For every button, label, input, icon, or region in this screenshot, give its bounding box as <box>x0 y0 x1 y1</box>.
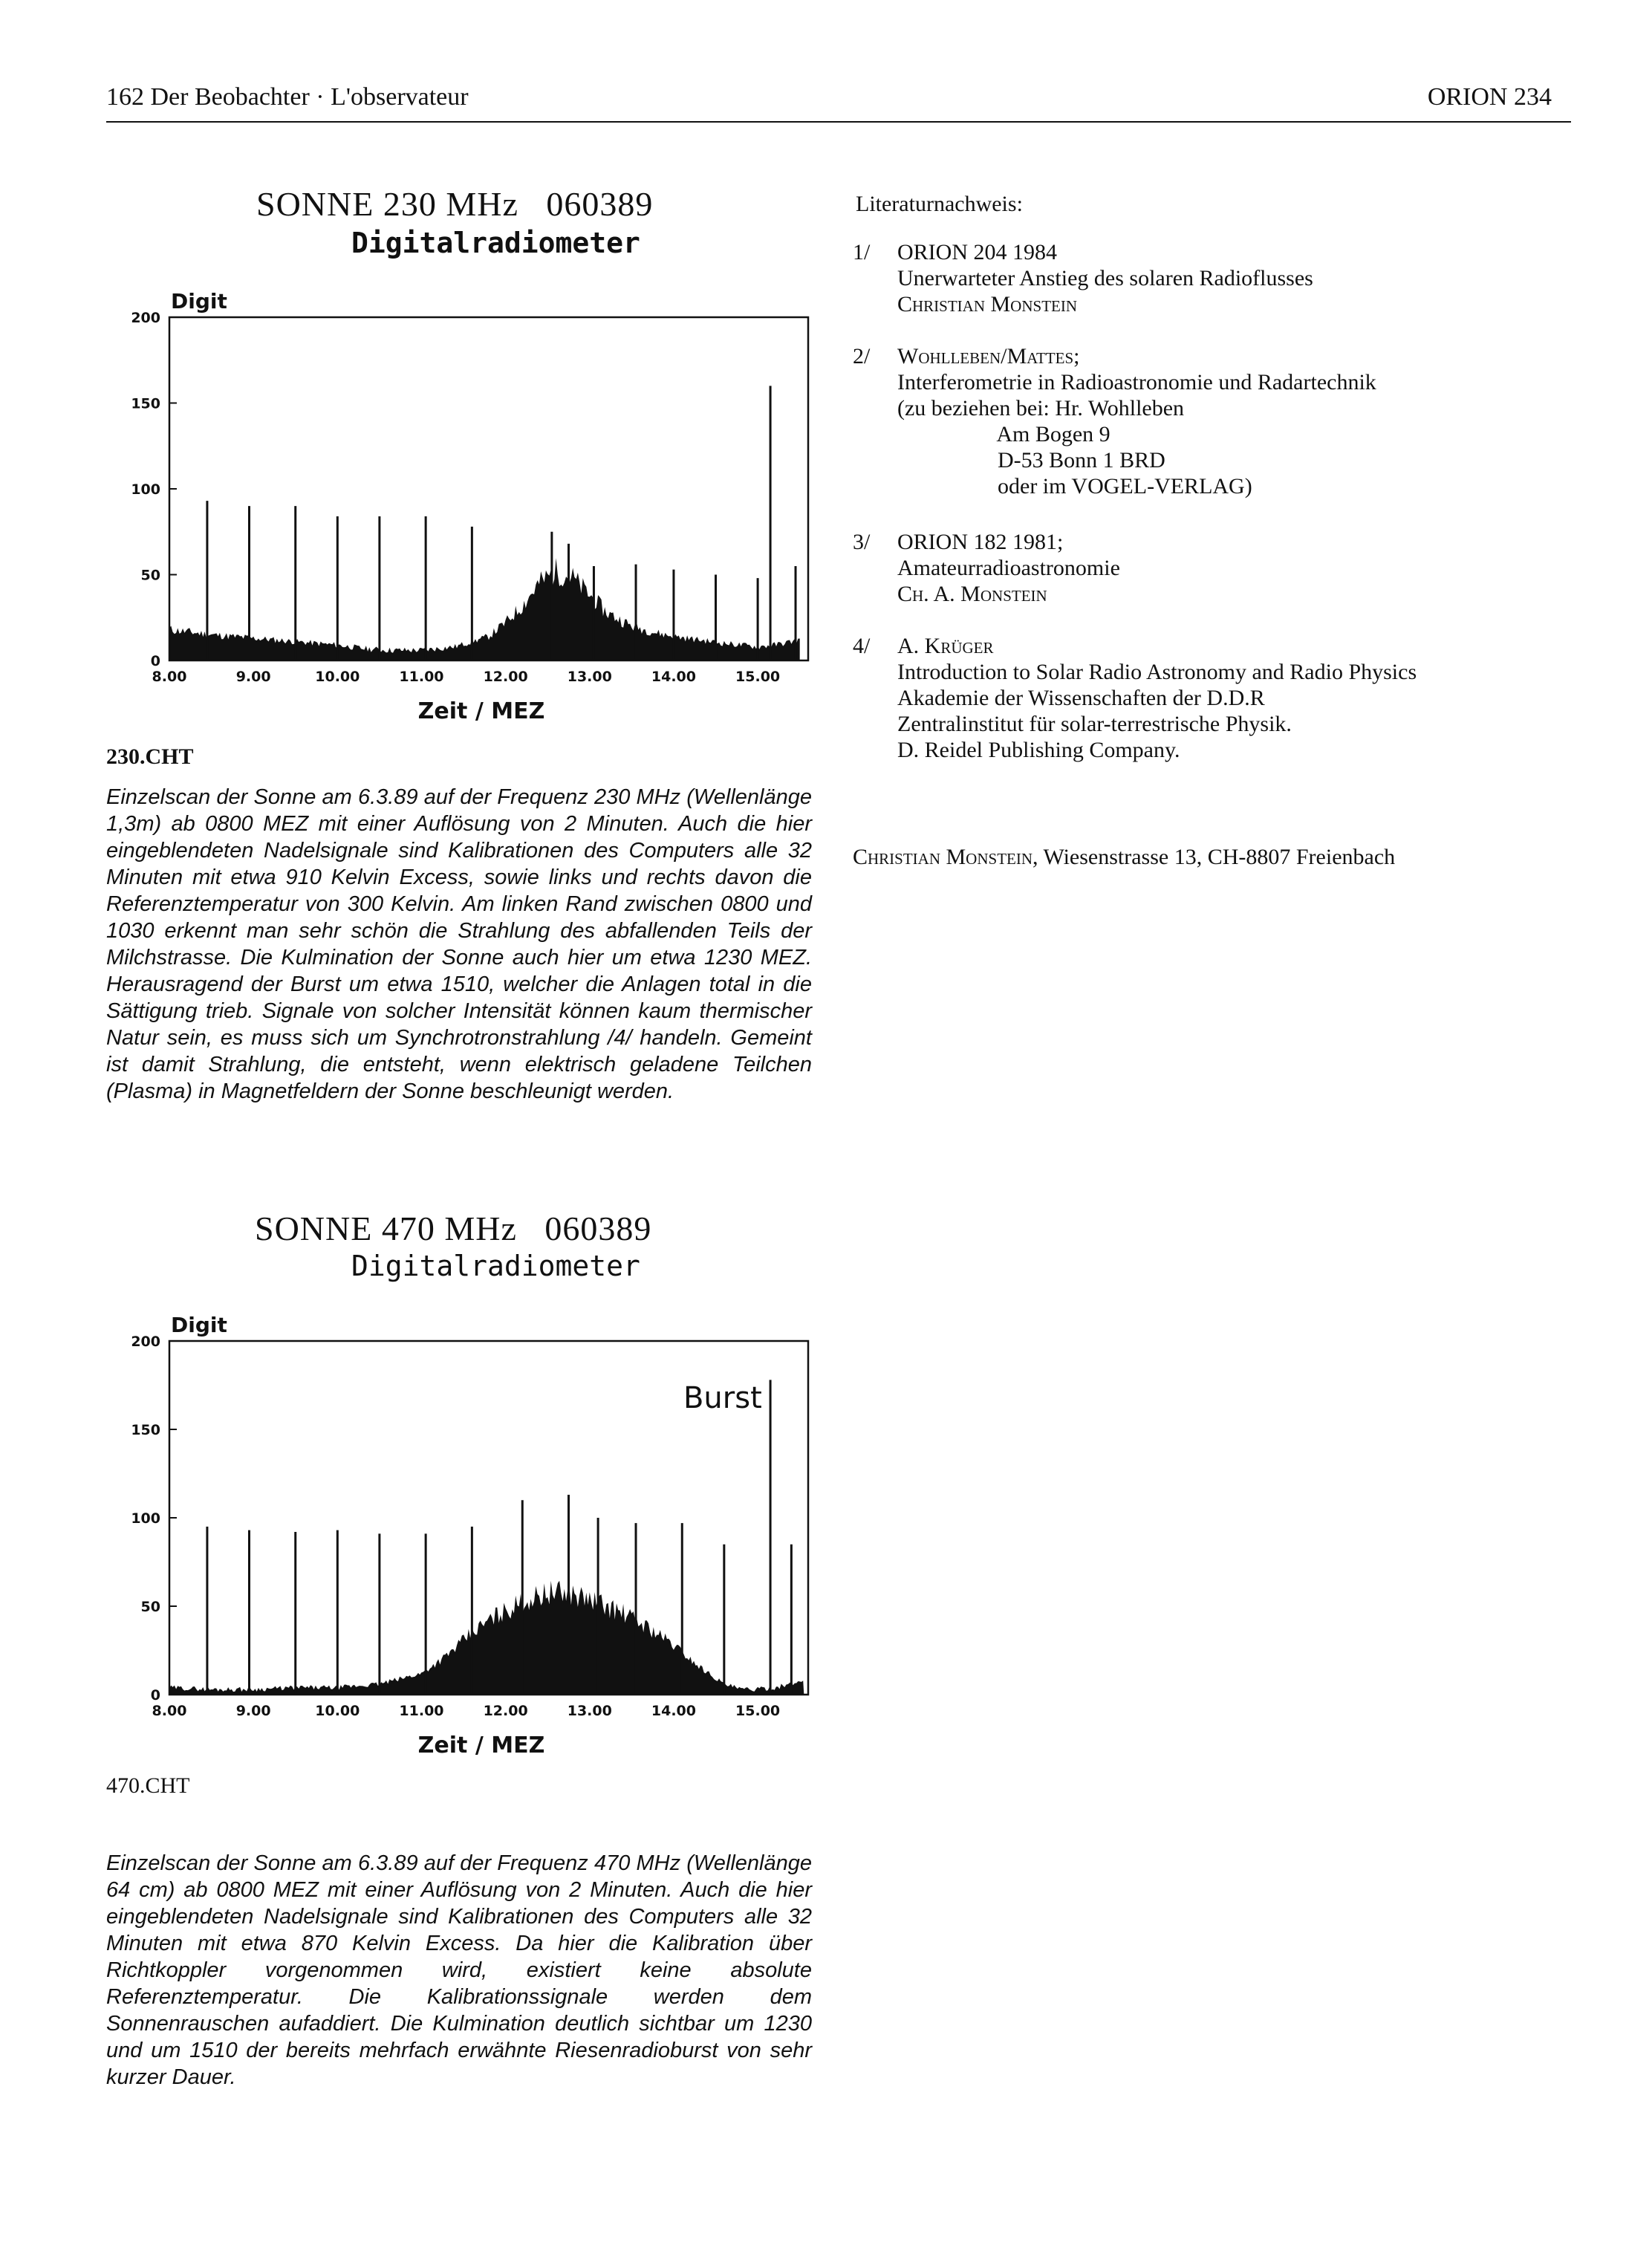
x-tick-label: 9.00 <box>235 669 271 685</box>
y-tick-label: 150 <box>131 1422 160 1438</box>
reference-number: 3/ <box>853 530 871 554</box>
reference-number: 2/ <box>853 344 871 368</box>
x-tick-label: 8.00 <box>152 669 187 685</box>
reference-line: Ch. A. Monstein <box>897 582 1047 606</box>
literature-heading: Literaturnachweis: <box>856 192 1023 216</box>
figure2-title: SONNE 470 MHz 060389 <box>255 1209 652 1247</box>
reference-line: Introduction to Solar Radio Astronomy and Radio Physics <box>897 660 1417 684</box>
reference-text <box>897 239 1313 317</box>
y-tick-label: 100 <box>131 1510 160 1527</box>
reference-line: Christian Monstein <box>897 292 1078 316</box>
running-header-left: 162 Der Beobachter · L'observateur <box>106 83 469 111</box>
reference-line: Zentralinstitut für solar-terrestrische Physik. <box>897 712 1292 736</box>
author-line <box>853 845 1395 870</box>
reference-number: 4/ <box>853 634 871 658</box>
figure2-subtitle: Digitalradiometer <box>351 1250 640 1282</box>
x-axis-label: Zeit / MEZ <box>417 698 545 724</box>
x-tick-label: 10.00 <box>315 669 360 685</box>
x-tick-label: 15.00 <box>735 669 781 685</box>
reference-line: Akademie der Wissenschaften der D.D.R <box>897 686 1265 710</box>
plot-frame <box>169 317 808 660</box>
x-tick-label: 11.00 <box>399 1703 444 1719</box>
x-tick-label: 14.00 <box>651 1703 697 1719</box>
figure2-chart <box>111 1296 825 1772</box>
reference-line: Am Bogen 9 <box>897 422 1110 446</box>
reference-text <box>897 529 1120 607</box>
reference-line: ORION 204 1984 <box>897 240 1057 264</box>
y-tick-label: 50 <box>140 567 160 584</box>
figure1-chart <box>111 275 825 735</box>
x-tick-label: 14.00 <box>651 669 697 685</box>
reference-text <box>897 343 1376 499</box>
y-tick-label: 0 <box>150 653 160 669</box>
y-tick-label: 50 <box>140 1599 160 1615</box>
y-tick-label: 0 <box>150 1687 160 1704</box>
x-tick-label: 13.00 <box>567 1703 612 1719</box>
header-rule <box>106 121 1571 123</box>
reference-line: Interferometrie in Radioastronomie und Radartechnik <box>897 370 1376 394</box>
reference-line: D. Reidel Publishing Company. <box>897 738 1180 762</box>
x-tick-label: 12.00 <box>483 1703 528 1719</box>
x-tick-label: 8.00 <box>152 1703 187 1719</box>
reference-line: Wohlleben/Mattes; <box>897 344 1080 368</box>
figure1-subtitle: Digitalradiometer <box>351 227 640 259</box>
burst-annotation: Burst <box>683 1381 762 1415</box>
reference-text <box>897 633 1417 763</box>
signal-area <box>169 558 800 660</box>
author-address: , Wiesenstrasse 13, CH-8807 Freienbach <box>1032 845 1396 869</box>
reference-number: 1/ <box>853 240 871 264</box>
figure2-caption: Einzelscan der Sonne am 6.3.89 auf der Frequenz 470 MHz (Wellenlänge 64 cm) ab 0800 MEZ mit einer Auflösung von 2 Minuten. Auch die hier eingeblendeten Nadelsignale sind Kalibrationen des Computers alle 32 Minuten mit etwa 870 Kelvin Excess. Da hier die Kalibration über Richtkoppler vorgenommen wird, existiert keine absolute Referenztemperatur. Die Kalibrationssignale werden dem Sonnenrauschen aufaddiert. Die Kulmination deutlich sichtbar um 1230 und um 1510 der bereits mehrfach erwähnte Riesenradioburst von sehr kurzer Dauer. <box>106 1851 812 2089</box>
reference-line: (zu beziehen bei: Hr. Wohlleben <box>897 396 1185 420</box>
reference-line: Amateurradioastronomie <box>897 556 1120 580</box>
x-tick-label: 9.00 <box>235 1703 271 1719</box>
y-tick-label: 200 <box>131 1334 160 1350</box>
reference-line: Unerwarteter Anstieg des solaren Radioflusses <box>897 266 1313 290</box>
figure1-title: SONNE 230 MHz 060389 <box>256 185 654 223</box>
reference-line: A. Krüger <box>897 634 994 658</box>
figure2-file-label: 470.CHT <box>106 1773 190 1798</box>
signal-area <box>169 1581 804 1695</box>
y-tick-label: 200 <box>131 310 160 326</box>
x-tick-label: 13.00 <box>567 669 612 685</box>
x-axis-label: Zeit / MEZ <box>417 1732 545 1758</box>
figure1-caption: Einzelscan der Sonne am 6.3.89 auf der Frequenz 230 MHz (Wellenlänge 1,3m) ab 0800 MEZ mit einer Auflösung von 2 Minuten. Auch die hier eingeblendeten Nadelsignale sind Kalibrationen des Computers alle 32 Minuten mit etwa 910 Kelvin Excess, sowie links und rechts davon die Referenztemperatur von 300 Kelvin. Am linken Rand zwischen 0800 und 1030 erkennt man sehr schön die Strahlung des abfallenden Teils der Milchstrasse. Die Kulmination der Sonne auch hier um etwa 1230 MEZ. Herausragend der Burst um etwa 1510, welcher die Anlagen total in die Sättigung trieb. Signale von solcher Intensität können kaum thermischer Natur sein, es muss sich um Synchrotronstrahlung /4/ handeln. Gemeint ist damit Strahlung, die entsteht, wenn elektrisch geladene Teilchen (Plasma) in Magnetfeldern der Sonne beschleunigt werden. <box>106 785 812 1103</box>
reference-line: oder im VOGEL-VERLAG) <box>897 474 1252 499</box>
y-tick-label: 100 <box>131 481 160 498</box>
y-axis-label: Digit <box>171 289 227 314</box>
reference-line: D-53 Bonn 1 BRD <box>897 448 1165 472</box>
author-name: Christian Monstein <box>853 845 1033 869</box>
x-tick-label: 15.00 <box>735 1703 781 1719</box>
y-tick-label: 150 <box>131 395 160 412</box>
x-tick-label: 10.00 <box>315 1703 360 1719</box>
x-tick-label: 12.00 <box>483 669 528 685</box>
x-tick-label: 11.00 <box>399 669 444 685</box>
running-header-right: ORION 234 <box>1427 83 1552 111</box>
figure1-file-label: 230.CHT <box>106 744 194 769</box>
reference-line: ORION 182 1981; <box>897 530 1064 554</box>
y-axis-label: Digit <box>171 1313 227 1337</box>
